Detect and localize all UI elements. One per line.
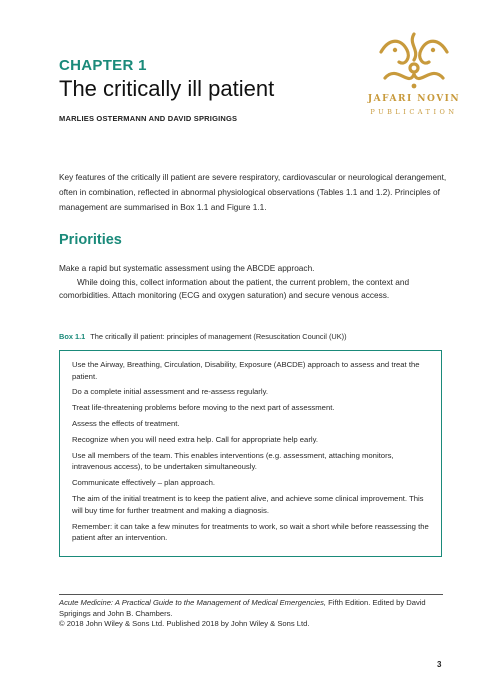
footer-edition: Fifth Edition. Edited by David Sprigings and John B. Chambers.: [59, 598, 426, 618]
list-item: Treat life-threatening problems before moving to the next part of assessment.: [72, 403, 335, 413]
list-item: Communicate effectively – plan approach.: [72, 478, 216, 488]
list-item: Use all members of the team. This enables interventions (e.g. assessment, attaching monitors, intravenous access), to be undertaken simultaneously.: [72, 450, 394, 472]
principles-list: [60, 351, 441, 544]
footer-citation: [59, 598, 449, 619]
principles-box: [59, 350, 442, 557]
box-number: Box 1.1: [59, 332, 86, 341]
publisher-logo-name: JAFARI NOVIN: [367, 94, 461, 104]
list-item: Assess the effects of treatment.: [72, 419, 180, 429]
list-item: Remember: it can take a few minutes for treatments to work, so wait a short while before reassessing the patient after an intervention.: [72, 521, 429, 543]
intro-paragraph: Key features of the critically ill patient are severe respiratory, cardiovascular or neurological derangement, often in combination, reflected in abnormal physiological observations (Tables 1.1 and 1.2). Principles of management are summarised in Box 1.1 and Figure 1.1.: [59, 172, 447, 212]
publisher-logo-subtitle: PUBLICATION: [370, 108, 458, 116]
chapter-authors: MARLIES OSTERMANN AND DAVID SPRIGINGS: [59, 114, 238, 123]
footer-copyright: © 2018 John Wiley & Sons Ltd. Published 2018 by John Wiley & Sons Ltd.: [59, 619, 310, 628]
chapter-title: The critically ill patient: [59, 76, 275, 101]
priorities-section: [59, 262, 451, 303]
priorities-paragraph-2: While doing this, collect information about the patient, the current problem, the context and comorbidities. Attach monitoring (ECG and oxygen saturation) and secure venous access.: [59, 276, 410, 300]
publisher-logo: [355, 30, 473, 122]
publisher-logo-icon: [375, 30, 453, 92]
footer: [59, 598, 449, 630]
footer-book-title: Acute Medicine: A Practical Guide to the Management of Medical Emergencies,: [59, 598, 327, 607]
list-item: The aim of the initial treatment is to keep the patient alive, and achieve some clinical improvement. This will buy time for further treatment and making a diagnosis.: [72, 494, 424, 515]
chapter-label: CHAPTER 1: [59, 57, 147, 74]
box-caption-text: The critically ill patient: principles of management (Resuscitation Council (UK)): [90, 332, 347, 341]
list-item: Use the Airway, Breathing, Circulation, Disability, Exposure (ABCDE) approach to assess and treat the patient.: [72, 360, 420, 381]
box-caption: [59, 332, 449, 341]
list-item: Do a complete initial assessment and re-assess regularly.: [72, 387, 268, 397]
footer-divider: [59, 594, 443, 595]
priorities-paragraph-1: Make a rapid but systematic assessment using the ABCDE approach.: [59, 263, 315, 273]
priorities-heading: Priorities: [59, 232, 122, 248]
page-number: 3: [437, 660, 442, 669]
list-item: Recognize when you will need extra help. Call for appropriate help early.: [72, 435, 318, 445]
